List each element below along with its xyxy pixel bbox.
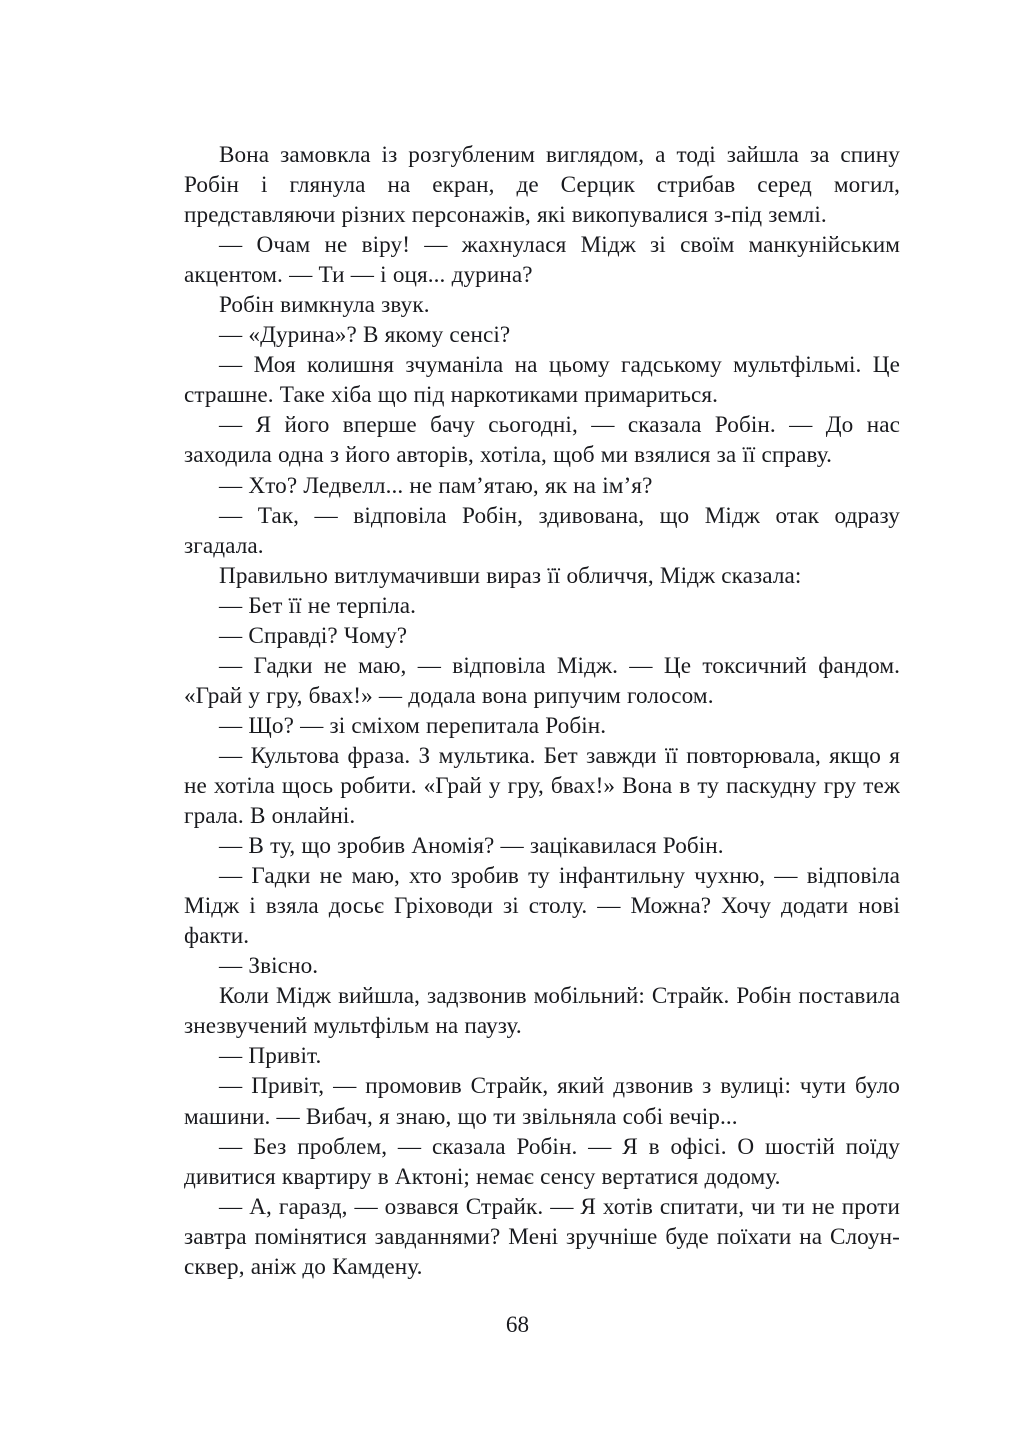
paragraph: — Гадки не маю, — відповіла Мідж. — Це токсичний фандом. «Грай у гру, бвах!» — додала вона рипучим голосом. [184,652,900,709]
paragraph: Вона замовкла із розгубленим виглядом, а тоді зайшла за спину Робін і глянула на екран, де Серцик стрибав серед могил, представляючи різних персонажів, які викопувалися з-під землі. [184,142,900,229]
paragraph: — Хто? Ледвелл... не памʼятаю, як на імʼя? [219,472,653,499]
paragraph: — Я його вперше бачу сьогодні, — сказала Робін. — До нас заходила одна з його авторів, хотіла, щоб ми взялися за її справу. [184,412,900,469]
paragraph: Правильно витлумачивши вираз її обличчя, Мідж сказала: [219,562,802,589]
paragraph: — Привіт, — промовив Страйк, який дзвонив з вулиці: чути було машини. — Вибач, я знаю, що ти звільняла собі вечір... [184,1073,900,1130]
page-number: 68 [505,1312,530,1338]
paragraph: — А, гаразд, — озвався Страйк. — Я хотів спитати, чи ти не проти завтра помінятися завданнями? Мені зручніше буде поїхати на Слоун-сквер, аніж до Камдену. [184,1193,900,1280]
paragraph: — Звісно. [219,953,319,980]
paragraph: — «Дурина»? В якому сенсі? [219,322,511,349]
paragraph: Робін вимкнула звук. [219,292,430,319]
paragraph: — Гадки не маю, хто зробив ту інфантильну чухню, — відповіла Мідж і взяла досьє Гріховоди зі столу. — Можна? Хочу додати нові факти. [184,863,900,950]
paragraph: — Культова фраза. З мультика. Бет завжди її повторювала, якщо я не хотіла щось робити. «Грай у гру, бвах!» Вона в ту паскудну гру теж грала. В онлайні. [184,742,900,830]
paragraph: — Привіт. [219,1043,322,1070]
paragraph: — Справді? Чому? [219,622,408,649]
paragraph: Коли Мідж вийшла, задзвонив мобільний: Страйк. Робін поставила знезвучений мультфільм на паузу. [184,983,900,1040]
paragraph: — Так, — відповіла Робін, здивована, що Мідж отак одразу згадала. [184,502,900,559]
paragraph: — Бет її не терпіла. [219,592,417,619]
paragraph: — Що? — зі сміхом перепитала Робін. [219,712,607,739]
page-text-block [184,140,900,1282]
paragraph: — Очам не віру! — жахнулася Мідж зі своїм манкунійським акцентом. — Ти — і оця... дурина? [184,232,900,289]
paragraph: — В ту, що зробив Аномія? — зацікавилася Робін. [219,833,724,860]
paragraph: — Без проблем, — сказала Робін. — Я в офісі. О шостій поїду дивитися квартиру в Актоні; немає сенсу вертатися додому. [184,1133,900,1190]
paragraph: — Моя колишня зчуманіла на цьому гадському мультфільмі. Це страшне. Таке хіба що під наркотиками примариться. [184,352,900,409]
